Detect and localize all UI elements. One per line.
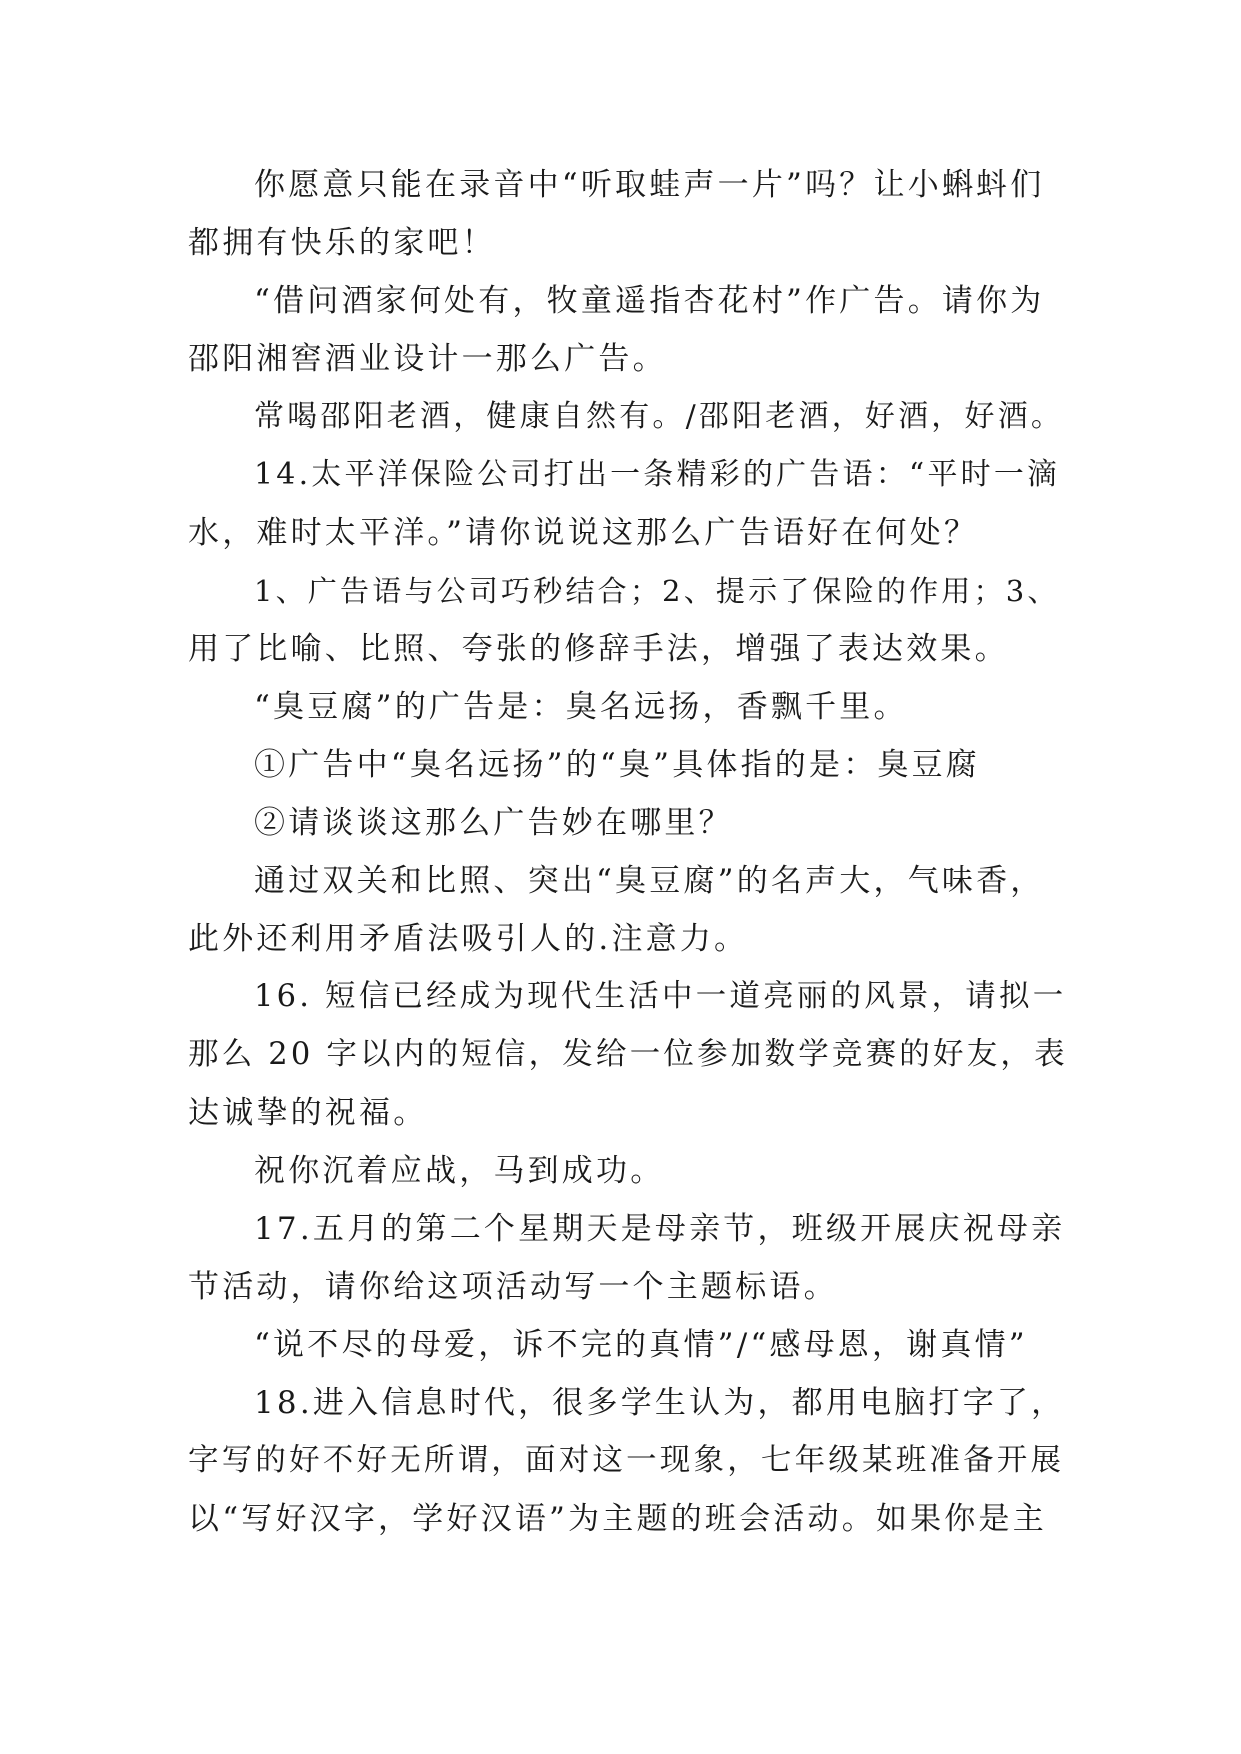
text-line: 达诚挚的祝福。 bbox=[188, 1095, 428, 1131]
text-line: 14.太平洋保险公司打出一条精彩的广告语：“平时一滴 bbox=[254, 457, 1061, 492]
text-line: “臭豆腐”的广告是：臭名远扬，香飘千里。 bbox=[254, 689, 908, 725]
text-line: ②请谈谈这那么广告妙在哪里？ bbox=[254, 805, 733, 841]
text-line: 1、广告语与公司巧秒结合；2、提示了保险的作用；3、 bbox=[254, 574, 1060, 608]
text-line: 16. 短信已经成为现代生活中一道亮丽的风景，请拟一 bbox=[254, 979, 1067, 1014]
text-line: 17.五月的第二个星期天是母亲节，班级开展庆祝母亲 bbox=[254, 1211, 1066, 1247]
text-line: 此外还利用矛盾法吸引人的.注意力。 bbox=[188, 921, 749, 957]
text-line: 用了比喻、比照、夸张的修辞手法，增强了表达效果。 bbox=[188, 631, 1009, 667]
text-line: “借问酒家何处有，牧童遥指杏花村”作广告。请你为 bbox=[254, 283, 1045, 319]
text-line: ①广告中“臭名远扬”的“臭”具体指的是：臭豆腐 bbox=[254, 747, 980, 783]
text-line: 字写的好不好无所谓，面对这一现象，七年级某班准备开展 bbox=[188, 1443, 1065, 1478]
text-line: 以“写好汉字，学好汉语”为主题的班会活动。如果你是主 bbox=[188, 1501, 1047, 1537]
text-line: 节活动，请你给这项活动写一个主题标语。 bbox=[188, 1269, 838, 1305]
text-line: 常喝邵阳老酒，健康自然有。/邵阳老酒，好酒，好酒。 bbox=[254, 399, 1065, 434]
text-line: 你愿意只能在录音中“听取蛙声一片”吗？让小蝌蚪们 bbox=[254, 167, 1045, 203]
text-line: 通过双关和比照、突出“臭豆腐”的名声大，气味香， bbox=[254, 863, 1045, 899]
text-line: 水，难时太平洋。”请你说说这那么广告语好在何处？ bbox=[188, 515, 979, 551]
text-line: 都拥有快乐的家吧！ bbox=[188, 225, 496, 261]
text-line: 祝你沉着应战，马到成功。 bbox=[254, 1153, 665, 1189]
text-line: 那么 20 字以内的短信，发给一位参加数学竞赛的好友，表 bbox=[188, 1037, 1068, 1072]
text-line: “说不尽的母爱，诉不完的真情”/“感母恩，谢真情” bbox=[254, 1327, 1028, 1363]
text-line: 18.进入信息时代，很多学生认为，都用电脑打字了， bbox=[254, 1385, 1066, 1421]
text-line: 邵阳湘窖酒业设计一那么广告。 bbox=[188, 341, 667, 377]
document-body bbox=[188, 156, 1068, 1548]
